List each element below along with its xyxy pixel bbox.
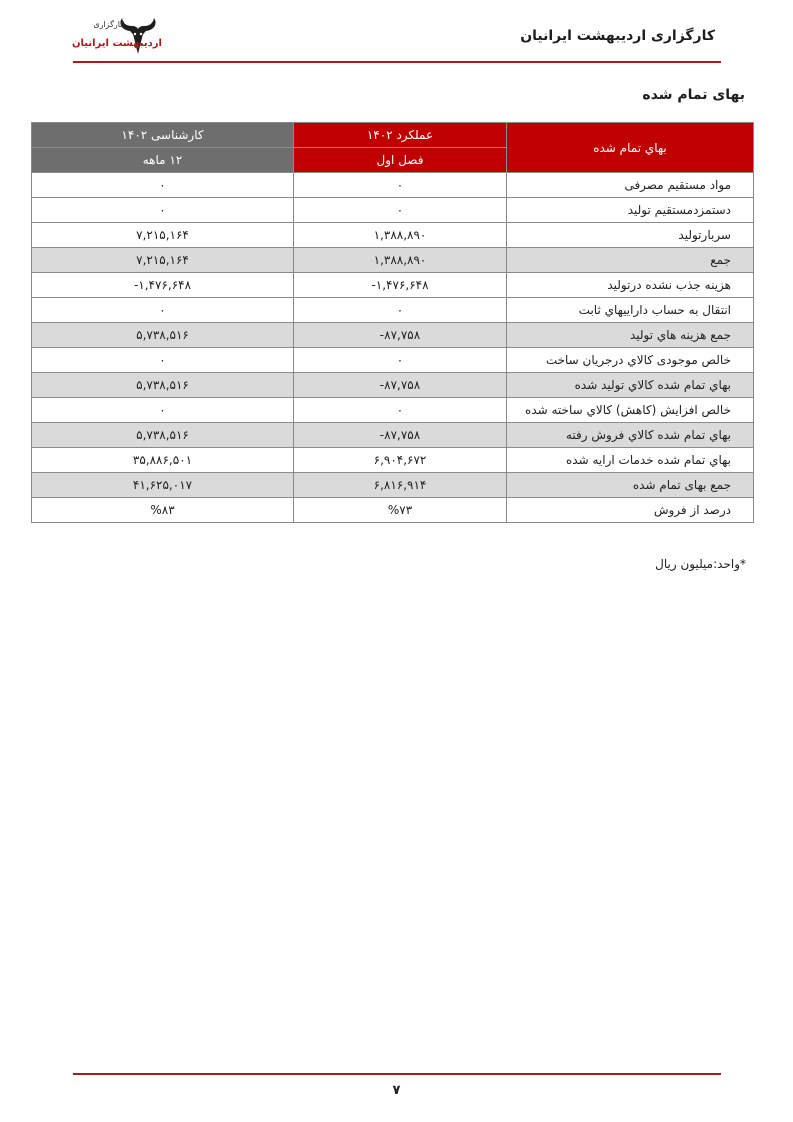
table-row: [32, 248, 754, 273]
row-value-col2: ۰: [32, 398, 294, 423]
unit-note: *واحد:میلیون ریال: [655, 557, 746, 571]
table-header-label: بهاي تمام شده: [507, 123, 754, 173]
row-value-col1: ۸۷,۷۵۸-: [294, 323, 507, 348]
row-value-col2: ۵,۷۳۸,۵۱۶: [32, 423, 294, 448]
row-label: بهاي تمام شده كالاي تولید شده: [507, 373, 754, 398]
row-label: درصد از فروش: [507, 498, 754, 523]
row-value-col1: ۱,۳۸۸,۸۹۰: [294, 248, 507, 273]
row-value-col2: ۷,۲۱۵,۱۶۴: [32, 223, 294, 248]
row-value-col2: ۱,۴۷۶,۶۴۸-: [32, 273, 294, 298]
row-value-col1: %۷۳: [294, 498, 507, 523]
row-value-col1: ۸۷,۷۵۸-: [294, 373, 507, 398]
row-label: سربارتولید: [507, 223, 754, 248]
row-value-col2: ۵,۷۳۸,۵۱۶: [32, 373, 294, 398]
row-label: دستمزدمستقیم تولید: [507, 198, 754, 223]
row-value-col2: ۷,۲۱۵,۱۶۴: [32, 248, 294, 273]
row-value-col2: ۰: [32, 173, 294, 198]
col1-title: عملكرد ۱۴۰۲: [294, 123, 507, 148]
row-value-col1: ۱,۳۸۸,۸۹۰: [294, 223, 507, 248]
row-label: جمع بهای تمام شده: [507, 473, 754, 498]
row-value-col1: ۰: [294, 198, 507, 223]
row-value-col1: ۰: [294, 298, 507, 323]
row-value-col1: ۶,۸۱۶,۹۱۴: [294, 473, 507, 498]
row-label: خالص موجودی كالاي درجريان ساخت: [507, 348, 754, 373]
page-number: ۷: [392, 1083, 401, 1098]
table-row: [32, 348, 754, 373]
table-row: [32, 273, 754, 298]
row-value-col1: ۰: [294, 173, 507, 198]
row-value-col1: ۰: [294, 398, 507, 423]
footer-divider: [73, 1073, 721, 1075]
row-label: خالص افزايش (كاهش) كالاي ساخته شده: [507, 398, 754, 423]
row-value-col2: ۰: [32, 298, 294, 323]
row-value-col2: ۰: [32, 348, 294, 373]
row-value-col2: ۴۱,۶۲۵,۰۱۷: [32, 473, 294, 498]
row-value-col1: ۰: [294, 348, 507, 373]
row-value-col2: %۸۳: [32, 498, 294, 523]
table-row: [32, 223, 754, 248]
cost-table: [31, 122, 754, 523]
table-row: [32, 298, 754, 323]
row-value-col2: ۵,۷۳۸,۵۱۶: [32, 323, 294, 348]
row-label: بهاي تمام شده كالاي فروش رفته: [507, 423, 754, 448]
table-row: [32, 323, 754, 348]
table-row: [32, 473, 754, 498]
row-value-col1: ۱,۴۷۶,۶۴۸-: [294, 273, 507, 298]
logo-small-text: کارگزاری: [93, 20, 124, 29]
col1-subtitle: فصل اول: [294, 148, 507, 173]
row-label: هزینه جذب نشده درتولید: [507, 273, 754, 298]
row-label: انتقال به حساب داراییهاي ثابت: [507, 298, 754, 323]
table-row: [32, 448, 754, 473]
table-row: [32, 173, 754, 198]
table-row: [32, 423, 754, 448]
row-label: مواد مستقیم مصرفی: [507, 173, 754, 198]
table-row: [32, 198, 754, 223]
col2-subtitle: ۱۲ ماهه: [32, 148, 294, 173]
table-row: [32, 498, 754, 523]
header-divider: [73, 61, 721, 63]
row-value-col1: ۸۷,۷۵۸-: [294, 423, 507, 448]
row-value-col2: ۰: [32, 198, 294, 223]
section-title: بهای تمام شده: [642, 87, 745, 103]
company-name: کارگزاری اردیبهشت ایرانیان: [520, 28, 715, 44]
table-row: [32, 398, 754, 423]
row-label: بهاي تمام شده خدمات ارايه شده: [507, 448, 754, 473]
col2-title: کارشناسی ۱۴۰۲: [32, 123, 294, 148]
row-value-col1: ۶,۹۰۴,۶۷۲: [294, 448, 507, 473]
row-value-col2: ۳۵,۸۸۶,۵۰۱: [32, 448, 294, 473]
company-logo: [70, 10, 185, 60]
table-row: [32, 373, 754, 398]
row-label: جمع: [507, 248, 754, 273]
logo-main-text: اردیبهشت ایرانیان: [72, 38, 162, 49]
row-label: جمع هزینه هاي تولید: [507, 323, 754, 348]
